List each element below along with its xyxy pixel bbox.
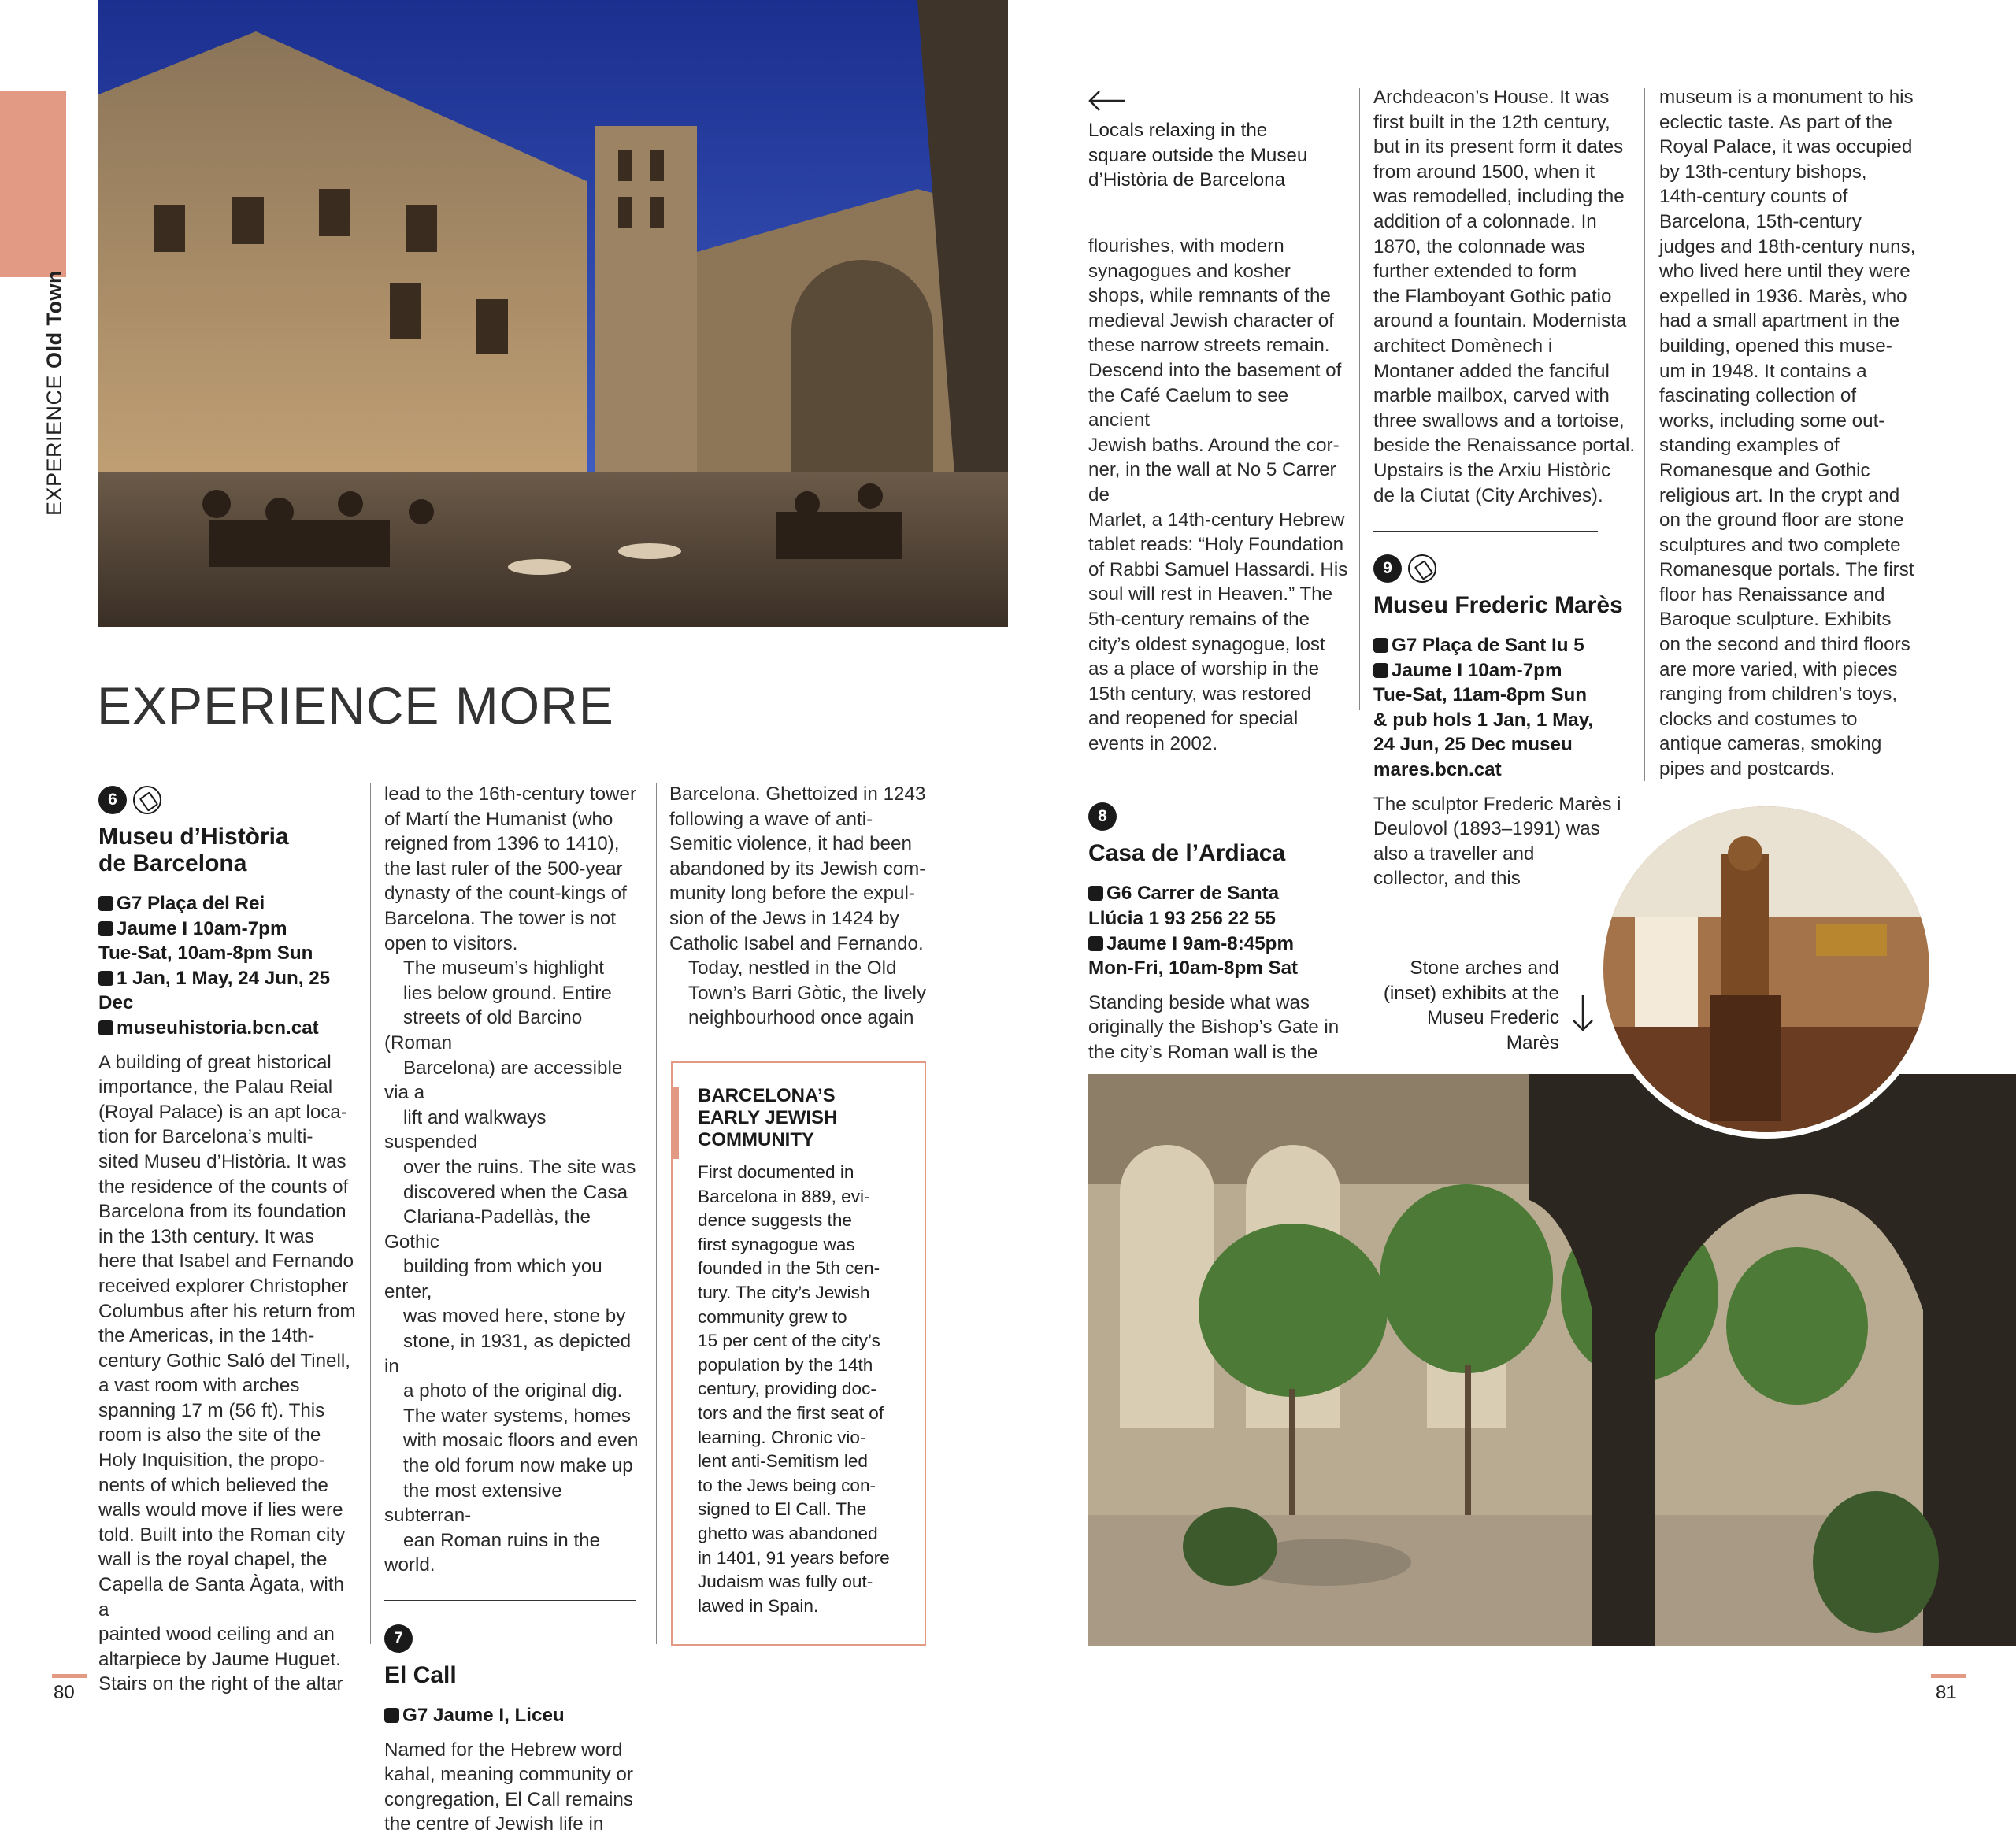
text-line: altarpiece by Jaume Huguet. — [98, 1648, 341, 1670]
text-line: discovered when the Casa — [403, 1181, 628, 1203]
text-line: synagogues and kosher — [1088, 260, 1291, 282]
text-line: but in its present form it dates — [1373, 136, 1624, 158]
entry-8-body-cont — [1373, 85, 1637, 508]
entry-6-body-cont — [384, 782, 644, 956]
text-line: lawed in Spain. — [698, 1595, 819, 1616]
fact-line: G7 Plaça de Sant Iu 5 — [1373, 633, 1637, 658]
text-line: on the ground floor are stone — [1659, 509, 1904, 531]
text-line: The water systems, homes — [403, 1405, 631, 1427]
page-number-right: 81 — [1936, 1682, 1957, 1703]
text-line: was moved here, stone by — [403, 1306, 626, 1328]
text-line: kahal, meaning community or — [384, 1764, 633, 1786]
fact-line: 1 Jan, 1 May, 24 Jun, 25 Dec — [98, 967, 331, 1014]
text-line: munity long before the expul- — [669, 883, 915, 905]
title-line: Museu d’Història — [98, 824, 289, 850]
entry-6-header — [98, 786, 358, 814]
text-line: Baroque sculpture. Exhibits — [1659, 609, 1892, 631]
entry-number-badge: 6 — [98, 786, 127, 814]
text-line: Standing beside what was — [1088, 991, 1310, 1013]
fact-line: Jaume I 10am-7pm — [98, 917, 358, 942]
text-line: told. Built into the Roman city — [98, 1524, 346, 1546]
text-line: Barcelona) are accessible via a — [384, 1057, 623, 1104]
text-line: the city’s Roman wall is the — [1088, 1042, 1318, 1064]
text-line: square outside the Museu — [1088, 144, 1308, 166]
text-line: d’Història de Barcelona — [1088, 169, 1286, 191]
text-line: further extended to form — [1373, 261, 1577, 283]
text-line: over the ruins. The site was — [403, 1156, 636, 1178]
text-line: medieval Jewish character of — [1088, 309, 1334, 331]
entry-9-body — [1373, 792, 1637, 891]
text-line: congregation, El Call remains — [384, 1788, 633, 1810]
entry-number-badge: 9 — [1373, 554, 1402, 583]
text-line: flourishes, with modern — [1088, 235, 1284, 257]
ticket-icon — [133, 786, 161, 814]
text-line: open to visitors. — [384, 932, 518, 954]
fact-line: Tue-Sat, 10am-8pm Sun — [98, 943, 313, 965]
text-line: sited Museu d’Història. It was — [98, 1150, 346, 1172]
text-line: 5th-century remains of the — [1088, 608, 1310, 630]
text-line: first synagogue was — [698, 1234, 855, 1254]
entry-7-body — [384, 1738, 644, 1837]
text-line: in 1401, 91 years before — [698, 1547, 890, 1568]
metro-icon — [1088, 936, 1103, 951]
text-line: ean Roman ruins in the world. — [384, 1529, 601, 1576]
text-line: abandoned by its Jewish com- — [669, 857, 926, 880]
text-line: of Rabbi Samuel Hassardi. His — [1088, 558, 1348, 580]
fact-line: Llúcia 1 93 256 22 55 — [1088, 908, 1277, 930]
text-line: a vast room with arches — [98, 1375, 300, 1397]
text-line: building, opened this muse- — [1659, 335, 1892, 357]
text-line: religious art. In the crypt and — [1659, 484, 1900, 506]
text-line: walls would move if lies were — [98, 1499, 343, 1521]
text-line: the Americas, in the 14th- — [98, 1325, 315, 1347]
text-line: The museum’s highlight — [403, 957, 604, 980]
text-line: beside the Renaissance portal. — [1373, 435, 1636, 457]
text-line: dynasty of the count-kings of — [384, 883, 627, 905]
text-line: also a traveller and — [1373, 843, 1535, 865]
text-line: Romanesque and Gothic — [1659, 459, 1870, 481]
text-line: city’s oldest synagogue, lost — [1088, 633, 1325, 655]
text-line: Marlet, a 14th-century Hebrew — [1088, 509, 1345, 531]
fact-line: mares.bcn.cat — [1373, 759, 1502, 781]
text-line: originally the Bishop’s Gate in — [1088, 1017, 1340, 1039]
entry-9-facts — [1373, 633, 1637, 783]
text-line: received explorer Christopher — [98, 1275, 349, 1297]
fact-line: Jaume I 9am-8:45pm — [1088, 931, 1352, 957]
entry-9-body-cont — [1659, 85, 1927, 782]
closed-icon — [98, 971, 113, 986]
title-line: BARCELONA’S — [698, 1085, 836, 1106]
section-label — [43, 270, 67, 516]
text-line: soul will rest in Heaven.” The — [1088, 583, 1333, 606]
text-line: Semitic violence, it had been — [669, 833, 912, 855]
text-line: Museu Frederic Marès — [1426, 1007, 1559, 1054]
text-line: in the 13th century. It was — [98, 1225, 314, 1247]
section-name: EXPERIENCE — [43, 374, 66, 516]
text-line: Stone arches and — [1410, 957, 1559, 979]
text-line: as a place of worship in the — [1088, 658, 1320, 680]
text-line: Today, nestled in the Old — [688, 957, 897, 980]
text-line: Locals relaxing in the — [1088, 120, 1268, 141]
text-line: 15th century, was restored — [1088, 683, 1312, 705]
title-line: de Barcelona — [98, 850, 247, 876]
text-line: collector, and this — [1373, 868, 1521, 890]
entry-6-body-highlight — [384, 956, 644, 1578]
title-line: COMMUNITY — [698, 1129, 814, 1150]
web-icon — [98, 1020, 113, 1035]
text-line: eclectic taste. As part of the — [1659, 111, 1892, 133]
feature-box-text — [698, 1161, 909, 1618]
text-line: founded in the 5th cen- — [698, 1258, 880, 1279]
column-4 — [1088, 234, 1352, 1065]
column-rule — [656, 783, 657, 1644]
text-line: 15 per cent of the city’s — [698, 1331, 880, 1351]
entry-7-body-today — [669, 956, 929, 1031]
text-line: clocks and costumes to — [1659, 708, 1858, 730]
text-line: lent anti-Semitism led — [698, 1451, 868, 1472]
column-2 — [384, 782, 644, 1837]
text-line: the Café Caelum to see ancient — [1088, 384, 1289, 431]
courtyard-arches-photo — [1088, 1074, 2016, 1646]
text-line: building from which you enter, — [384, 1256, 602, 1302]
text-line: neighbourhood once again — [688, 1007, 914, 1029]
entry-7-body-cont — [669, 782, 929, 956]
fact-line: G6 Carrer de Santa — [1088, 881, 1352, 906]
column-1 — [98, 786, 358, 1697]
text-line: de la Ciutat (City Archives). — [1373, 484, 1603, 506]
text-line: are more varied, with pieces — [1659, 658, 1898, 680]
title-line: EARLY JEWISH — [698, 1107, 838, 1128]
text-line: Jewish baths. Around the cor- — [1088, 434, 1340, 456]
text-line: sion of the Jews in 1424 by — [669, 907, 899, 929]
section-tab — [0, 91, 66, 277]
map-pin-icon — [98, 896, 113, 911]
text-line: wall is the royal chapel, the — [98, 1549, 328, 1571]
text-line: ranging from children’s toys, — [1659, 683, 1898, 706]
text-line: to the Jews being con- — [698, 1475, 876, 1495]
text-line: tury. The city’s Jewish — [698, 1282, 870, 1302]
entry-7-header — [384, 1624, 644, 1653]
text-line: ghetto was abandoned — [698, 1523, 878, 1543]
text-line: (Royal Palace) is an apt loca- — [98, 1101, 347, 1123]
text-line: the centre of Jewish life in — [384, 1813, 604, 1835]
text-line: um in 1948. It contains a — [1659, 360, 1867, 382]
text-line: Named for the Hebrew word — [384, 1739, 623, 1761]
text-line: Archdeacon’s House. It was — [1373, 87, 1610, 108]
text-line: museum is a monument to his — [1659, 87, 1914, 108]
fact-line: Tue-Sat, 11am-8pm Sun — [1373, 684, 1588, 706]
text-line: A building of great historical — [98, 1051, 332, 1073]
text-line: Capella de Santa Àgata, with a — [98, 1574, 344, 1620]
text-line: shops, while remnants of the — [1088, 285, 1331, 307]
text-line: Barcelona from its foundation — [98, 1201, 346, 1223]
text-line: Clariana-Padellàs, the Gothic — [384, 1206, 591, 1253]
text-line: room is also the site of the — [98, 1424, 321, 1446]
entry-8-header — [1088, 802, 1352, 831]
text-line: the residence of the counts of — [98, 1176, 349, 1198]
text-line: ner, in the wall at No 5 Carrer de — [1088, 459, 1336, 506]
text-line: The sculptor Frederic Marès i — [1373, 793, 1621, 815]
metro-icon — [1373, 663, 1388, 678]
text-line: works, including some out- — [1659, 409, 1885, 431]
text-line: Judaism was fully out- — [698, 1572, 873, 1592]
text-line: tion for Barcelona’s multi- — [98, 1126, 313, 1148]
text-line: by 13th-century bishops, — [1659, 161, 1867, 183]
text-line: these narrow streets remain. — [1088, 335, 1330, 357]
text-line: on the second and third floors — [1659, 634, 1910, 656]
text-line: architect Domènech i — [1373, 335, 1553, 357]
text-line: was remodelled, including the — [1373, 186, 1625, 208]
text-line: lies below ground. Entire — [403, 982, 612, 1004]
text-line: Barcelona, 15th-century — [1659, 210, 1862, 232]
map-pin-icon — [384, 1708, 399, 1723]
text-line: Catholic Isabel and Fernando. — [669, 932, 924, 954]
page-number-accent — [52, 1674, 87, 1678]
text-line: sculptures and two complete — [1659, 534, 1901, 556]
text-line: streets of old Barcino (Roman — [384, 1007, 583, 1054]
text-line: Montaner added the fanciful — [1373, 360, 1610, 382]
text-line: Royal Palace, it was occupied — [1659, 136, 1913, 158]
page-heading: EXPERIENCE MORE — [97, 676, 614, 735]
fact-line: & pub hols 1 Jan, 1 May, — [1373, 709, 1594, 731]
text-line: community grew to — [698, 1306, 847, 1327]
text-line: around a fountain. Modernista — [1373, 310, 1627, 332]
entry-7-body-end — [1088, 234, 1352, 756]
text-line: first built in the 12th century, — [1373, 111, 1610, 133]
text-line: Romanesque portals. The first — [1659, 559, 1914, 581]
text-line: Upstairs is the Arxiu Històric — [1373, 459, 1611, 481]
fact-line: museuhistoria.bcn.cat — [98, 1016, 358, 1041]
column-5 — [1373, 85, 1637, 891]
fact-line: Jaume I 10am-7pm — [1373, 658, 1637, 683]
text-line: with mosaic floors and even — [403, 1430, 639, 1452]
entry-6-facts — [98, 891, 358, 1041]
entry-number-badge: 8 — [1088, 802, 1117, 831]
map-pin-icon — [1088, 886, 1103, 901]
text-line: Columbus after his return from — [98, 1300, 356, 1322]
text-line: Holy Inquisition, the propo- — [98, 1450, 325, 1472]
text-line: spanning 17 m (56 ft). This — [98, 1399, 325, 1421]
text-line: fascinating collection of — [1659, 385, 1857, 407]
text-line: the Flamboyant Gothic patio — [1373, 285, 1612, 307]
entry-9-title: Museu Frederic Marès — [1373, 592, 1623, 619]
fact-line: Mon-Fri, 10am-8pm Sat — [1088, 957, 1299, 980]
text-line: antique cameras, smoking — [1659, 733, 1882, 755]
text-line: 14th-century counts of — [1659, 186, 1848, 208]
text-line: the old forum now make up — [403, 1455, 633, 1477]
text-line: Deulovol (1893–1991) was — [1373, 818, 1600, 840]
text-line: century, providing doc- — [698, 1379, 876, 1399]
text-line: signed to El Call. The — [698, 1499, 867, 1520]
page-number-left: 80 — [54, 1682, 75, 1703]
marès-museum-inset-photo — [1597, 800, 1936, 1139]
museu-historia-square-photo — [98, 0, 1008, 627]
divider — [1373, 531, 1598, 532]
text-line: marble mailbox, carved with — [1373, 385, 1610, 407]
entry-8-title: Casa de l’Ardiaca — [1088, 840, 1286, 867]
arrow-down-icon — [1567, 994, 1599, 1033]
text-line: population by the 14th — [698, 1354, 873, 1375]
text-line: following a wave of anti- — [669, 808, 873, 830]
subsection-name: Old Town — [43, 269, 66, 369]
divider — [384, 1600, 636, 1601]
text-line: had a small apartment in the — [1659, 310, 1900, 332]
column-6 — [1659, 85, 1927, 782]
column-rule — [370, 783, 371, 1644]
text-line: 1870, the colonnade was — [1373, 235, 1585, 257]
text-line: lead to the 16th-century tower — [384, 783, 637, 805]
column-rule — [1644, 88, 1645, 781]
text-line: pipes and postcards. — [1659, 758, 1836, 780]
text-line: the most extensive subterran- — [384, 1480, 562, 1527]
text-line: addition of a colonnade. In — [1373, 210, 1597, 232]
text-line: nents of which believed the — [98, 1474, 328, 1496]
fact-line: G7 Plaça del Rei — [98, 891, 358, 917]
text-line: of Martí the Humanist (who — [384, 808, 613, 830]
photo-caption-bottom — [1374, 956, 1559, 1055]
text-line: events in 2002. — [1088, 732, 1218, 754]
text-line: First documented in — [698, 1162, 854, 1182]
text-line: tors and the first seat of — [698, 1402, 884, 1423]
text-line: Barcelona. Ghettoized in 1243 — [669, 783, 926, 805]
entry-number-badge: 7 — [384, 1624, 413, 1653]
text-line: reigned from 1396 to 1410), — [384, 833, 620, 855]
fact-line: 24 Jun, 25 Dec museu — [1373, 734, 1573, 756]
entry-8-facts — [1088, 881, 1352, 980]
entry-6-body — [98, 1050, 358, 1697]
page-number-accent — [1931, 1674, 1966, 1678]
text-line: Barcelona in 889, evi- — [698, 1186, 870, 1206]
text-line: (inset) exhibits at the — [1383, 982, 1559, 1004]
text-line: dence suggests the — [698, 1210, 852, 1231]
entry-6-title — [98, 824, 358, 877]
column-rule — [1359, 88, 1360, 710]
text-line: painted wood ceiling and an — [98, 1624, 335, 1646]
metro-icon — [98, 921, 113, 936]
ticket-icon — [1408, 554, 1436, 583]
text-line: standing examples of — [1659, 435, 1840, 457]
text-line: a photo of the original dig. — [403, 1380, 623, 1402]
text-line: the last ruler of the 500-year — [384, 857, 623, 880]
entry-8-body — [1088, 991, 1352, 1065]
text-line: century Gothic Saló del Tinell, — [98, 1350, 350, 1372]
text-line: here that Isabel and Fernando — [98, 1250, 354, 1272]
entry-7-title: El Call — [384, 1662, 457, 1688]
text-line: floor has Renaissance and — [1659, 583, 1885, 606]
text-line: tablet reads: “Holy Foundation — [1088, 534, 1344, 556]
text-line: from around 1500, when it — [1373, 161, 1595, 183]
text-line: who lived here until they were — [1659, 261, 1910, 283]
text-line: Town’s Barri Gòtic, the lively — [688, 982, 926, 1004]
text-line: Barcelona. The tower is not — [384, 907, 616, 929]
text-line: judges and 18th-century nuns, — [1659, 235, 1916, 257]
feature-box-title — [698, 1085, 910, 1151]
text-line: stone, in 1931, as depicted in — [384, 1331, 632, 1377]
fact-line: G7 Jaume I, Liceu — [384, 1703, 644, 1728]
column-3 — [669, 782, 929, 1031]
text-line: importance, the Palau Reial — [98, 1076, 333, 1098]
photo-caption-top — [1088, 118, 1340, 193]
arrow-left-icon — [1087, 85, 1126, 117]
text-line: and reopened for special — [1088, 708, 1299, 730]
text-line: Stairs on the right of the altar — [98, 1673, 343, 1695]
text-line: three swallows and a tortoise, — [1373, 409, 1625, 431]
entry-9-header — [1373, 554, 1637, 583]
text-line: expelled in 1936. Marès, who — [1659, 285, 1907, 307]
entry-7-facts — [384, 1703, 644, 1728]
text-line: learning. Chronic vio- — [698, 1427, 866, 1447]
feature-box-accent — [671, 1087, 679, 1159]
map-pin-icon — [1373, 638, 1388, 653]
text-line: lift and walkways suspended — [384, 1106, 547, 1154]
text-line: Descend into the basement of — [1088, 359, 1342, 381]
